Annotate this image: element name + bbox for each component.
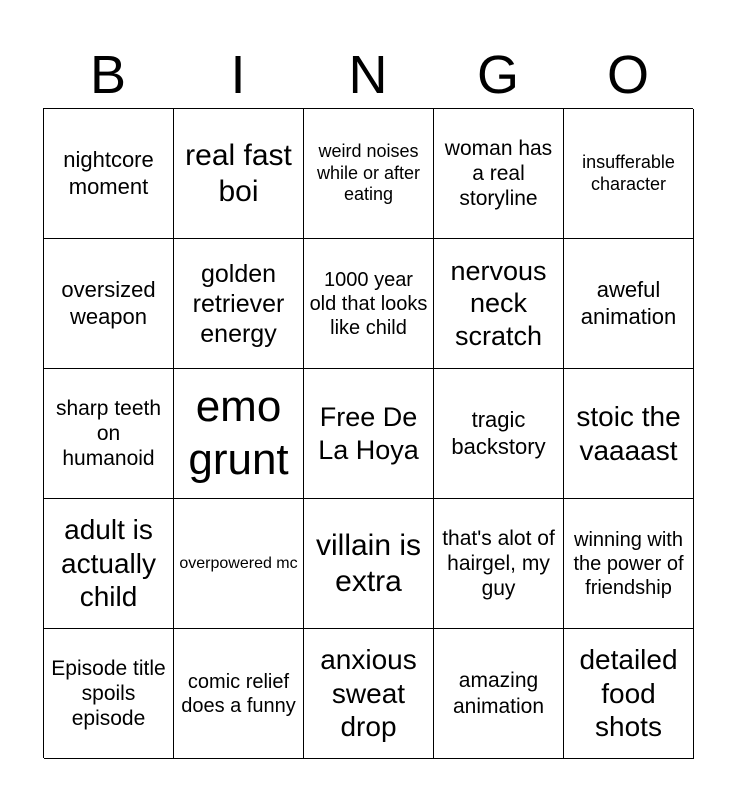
cell-text: nervous neck scratch [450,255,547,351]
cell-text: woman has a real storyline [444,136,553,211]
cell-text: tragic backstory [451,407,546,459]
bingo-cell[interactable] [304,499,434,629]
bingo-cell[interactable] [174,499,304,629]
bingo-cell[interactable] [44,629,174,759]
cell-text: weird noises while or after eating [316,141,421,205]
bingo-cell[interactable] [174,239,304,369]
header-letter-i: I [230,45,246,105]
header-letter-b: B [89,45,127,105]
cell-text: nightcore moment [63,147,154,199]
cell-text: insufferable character [582,151,675,194]
cell-text: overpowered mc [179,554,298,572]
header-letter-o: O [606,45,649,105]
bingo-cell[interactable] [174,109,304,239]
bingo-cell[interactable] [564,239,694,369]
cell-text: villain is extra [315,528,422,598]
cell-text: 1000 year old that looks like child [309,268,428,339]
cell-text: winning with the power of friendship [573,528,684,599]
cell-text: sharp teeth on humanoid [55,396,162,471]
bingo-cell[interactable] [434,369,564,499]
bingo-cell[interactable] [174,629,304,759]
cell-text: oversized weapon [61,277,156,329]
cell-text: emo grunt [188,381,289,484]
cell-text: amazing animation [452,669,545,718]
bingo-cell[interactable] [434,629,564,759]
header-letter-n: N [348,45,388,105]
bingo-cell[interactable] [434,239,564,369]
cell-text: aweful animation [580,277,677,329]
bingo-cell[interactable] [304,629,434,759]
bingo-cell[interactable] [44,369,174,499]
bingo-cell[interactable] [44,499,174,629]
cell-text: Free De La Hoya [318,402,419,465]
cell-text: Episode title spoils episode [51,656,166,731]
bingo-cell[interactable] [44,109,174,239]
bingo-cell[interactable] [434,109,564,239]
cell-text: stoic the vaaaast [576,400,681,466]
bingo-cell[interactable] [564,629,694,759]
cell-text: anxious sweat drop [320,644,417,743]
cell-text: that's alot of hairgel, my guy [442,526,555,601]
bingo-header [43,42,693,108]
bingo-cell[interactable] [434,499,564,629]
bingo-cell[interactable] [564,499,694,629]
bingo-grid [43,108,693,758]
cell-text: comic relief does a funny [181,670,296,717]
cell-text: golden retriever energy [192,259,285,348]
bingo-cell[interactable] [44,239,174,369]
header-letter-g: G [476,45,519,105]
bingo-cell[interactable] [564,369,694,499]
bingo-cell[interactable] [304,369,434,499]
bingo-cell[interactable] [174,369,304,499]
bingo-cell[interactable] [304,109,434,239]
bingo-cell[interactable] [564,109,694,239]
cell-text: real fast boi [185,138,292,208]
bingo-cell[interactable] [304,239,434,369]
cell-text: adult is actually child [61,514,156,613]
cell-text: detailed food shots [579,644,678,743]
